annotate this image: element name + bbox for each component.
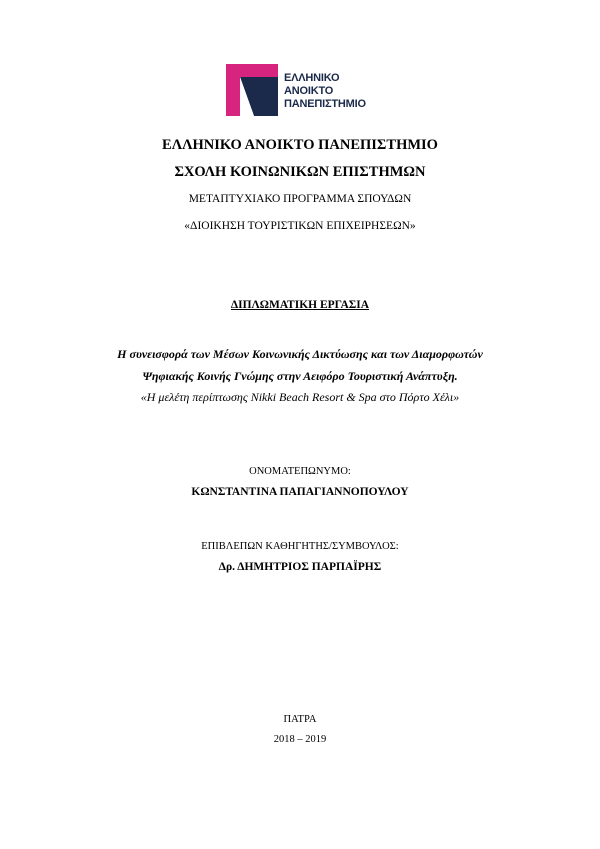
university-logo <box>224 64 384 124</box>
school-title: ΣΧΟΛΗ ΚΟΙΝΩΝΙΚΩΝ ΕΠΙΣΤΗΜΩΝ <box>174 164 426 180</box>
logo-line-2: ΑΝΟΙΚΤΟ <box>284 85 334 97</box>
supervisor-name: Δρ. ΔΗΜΗΤΡΙΟΣ ΠΑΡΠΑΪΡΗΣ <box>218 561 382 573</box>
thesis-title-line-1: Η συνεισφορά των Μέσων Κοινωνικής Δικτύωσης και των Διαμορφωτών <box>117 347 483 361</box>
academic-year: 2018 – 2019 <box>273 734 327 745</box>
university-title: ΕΛΛΗΝΙΚΟ ΑΝΟΙΚΤΟ ΠΑΝΕΠΙΣΤΗΜΙΟ <box>162 137 438 153</box>
program-name: «ΔΙΟΙΚΗΣΗ ΤΟΥΡΙΣΤΙΚΩΝ ΕΠΙΧΕΙΡΗΣΕΩΝ» <box>184 220 416 232</box>
city: ΠΑΤΡΑ <box>283 714 317 725</box>
logo-wordmark <box>284 72 366 111</box>
thesis-subtitle: «Η μελέτη περίπτωσης Nikki Beach Resort & Spa στο Πόρτο Χέλι» <box>140 390 460 404</box>
program-title: ΜΕΤΑΠΤΥΧΙΑΚΟ ΠΡΟΓΡΑΜΜΑ ΣΠΟΥΔΩΝ <box>188 193 412 205</box>
document-type: ΔΙΠΛΩΜΑΤΙΚΗ ΕΡΓΑΣΙΑ <box>230 299 370 311</box>
author-name: ΚΩΝΣΤΑΝΤΙΝΑ ΠΑΠΑΓΙΑΝΝΟΠΟΥΛΟΥ <box>191 486 409 498</box>
logo-line-3: ΠΑΝΕΠΙΣΤΗΜΙΟ <box>284 98 366 110</box>
logo-line-1: ΕΛΛΗΝΙΚΟ <box>284 72 340 84</box>
supervisor-label: ΕΠΙΒΛΕΠΩΝ ΚΑΘΗΓΗΤΗΣ/ΣΥΜΒΟΥΛΟΣ: <box>201 541 399 552</box>
author-label: ΟΝΟΜΑΤΕΠΩΝΥΜΟ: <box>249 466 351 477</box>
logo-emblem-icon <box>224 64 284 124</box>
thesis-title-line-2: Ψηφιακής Κοινής Γνώμης στην Αειφόρο Τουριστική Ανάπτυξη. <box>142 369 458 383</box>
logo-magenta-top <box>226 64 278 77</box>
